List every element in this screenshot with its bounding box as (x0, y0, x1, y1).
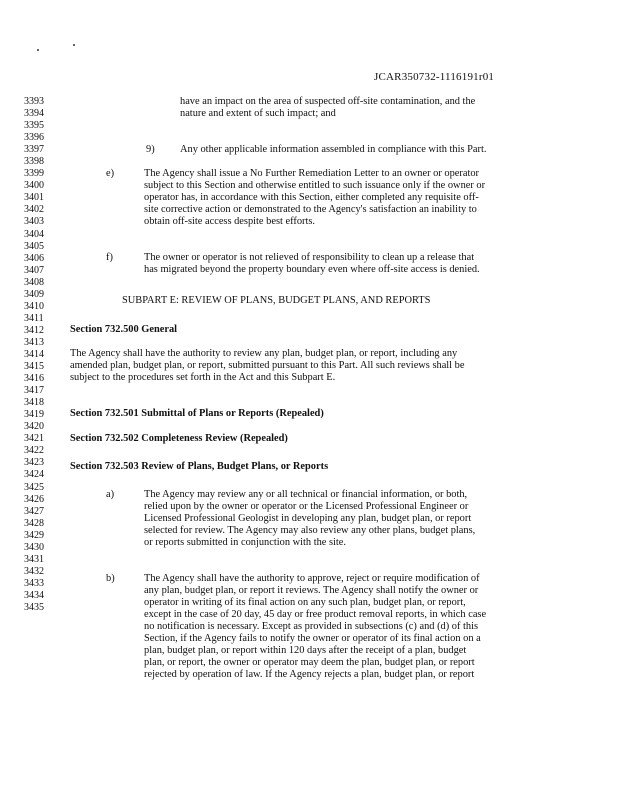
line-number: 3405 (24, 240, 44, 252)
line-number: 3431 (24, 553, 44, 565)
item-b-line: except in the case of 20 day, 45 day or free product removal reports, in which case (144, 609, 487, 620)
scan-speck (37, 49, 39, 51)
subpart-title: SUBPART E: REVIEW OF PLANS, BUDGET PLANS, AND REPORTS (122, 295, 431, 306)
line-number: 3427 (24, 505, 44, 517)
item-e-line: subject to this Section and otherwise entitled to such issuance only if the owner or (144, 180, 486, 191)
line-number: 3410 (24, 300, 44, 312)
line-number: 3411 (24, 312, 44, 324)
line-number: 3420 (24, 421, 44, 433)
item-b-line: plan, or report, the owner or operator may deem the plan, budget plan, or report (144, 657, 475, 668)
line-number: 3412 (24, 324, 44, 336)
item-a-label: a) (106, 489, 115, 500)
line-number: 3414 (24, 348, 44, 360)
continuation-line: nature and extent of such impact; and (180, 108, 336, 119)
item-f-line: The owner or operator is not relieved of responsibility to clean up a release that (144, 252, 475, 263)
line-number: 3404 (24, 228, 44, 240)
item-b-line: operator in writing of its final action on any such plan, budget plan, or report, (144, 597, 466, 608)
line-number: 3435 (24, 601, 44, 613)
line-number: 3408 (24, 276, 44, 288)
line-number: 3432 (24, 565, 44, 577)
line-number: 3424 (24, 469, 44, 481)
item-9-text: Any other applicable information assembled in compliance with this Part. (180, 144, 487, 155)
section-501-heading: Section 732.501 Submittal of Plans or Reports (Repealed) (70, 408, 324, 419)
line-number: 3398 (24, 156, 44, 168)
line-number: 3406 (24, 252, 44, 264)
line-number: 3393 (24, 96, 44, 107)
item-a-line: relied upon by the owner or operator or the Licensed Professional Engineer or (144, 501, 469, 512)
line-number: 3395 (24, 120, 44, 132)
line-number: 3419 (24, 409, 44, 421)
item-b-line: any plan, budget plan, or report it reviews. The Agency shall notify the owner or (144, 585, 479, 596)
line-number: 3401 (24, 192, 44, 204)
line-number: 3428 (24, 517, 44, 529)
line-number: 3415 (24, 361, 44, 373)
line-number: 3402 (24, 204, 44, 216)
document-id: JCAR350732-1116191r01 (374, 71, 495, 83)
line-number: 3430 (24, 541, 44, 553)
section-500-line: amended plan, budget plan, or report, submitted pursuant to this Part. All such reviews shall be (70, 360, 465, 371)
item-e-label: e) (106, 168, 115, 179)
section-500-line: subject to the procedures set forth in the Act and this Subpart E. (70, 372, 336, 383)
item-b-line: Section, if the Agency fails to notify the owner or operator of its final action on a (144, 633, 481, 644)
item-e-line: operator has, in accordance with this Section, either completed any requisite off- (144, 192, 479, 203)
line-number: 3429 (24, 529, 44, 541)
item-9-label: 9) (146, 144, 155, 155)
line-number: 3394 (24, 108, 44, 120)
item-a-line: Licensed Professional Geologist in developing any plan, budget plan, or report (144, 513, 472, 524)
item-e-line: site corrective action or demonstrated to the Agency's satisfaction an inability to (144, 204, 477, 215)
line-number: 3407 (24, 264, 44, 276)
item-a-line: selected for review. The Agency may also review any other plans, budget plans, (144, 525, 476, 536)
line-number: 3413 (24, 336, 44, 348)
line-number: 3425 (24, 481, 44, 493)
line-number-column (24, 96, 60, 614)
item-f-label: f) (106, 252, 113, 263)
line-number: 3421 (24, 433, 44, 445)
item-b-line: no notification is necessary. Except as provided in subsections (c) and (d) of this (144, 621, 479, 632)
continuation-line: have an impact on the area of suspected off-site contamination, and the (180, 96, 476, 107)
line-number: 3418 (24, 397, 44, 409)
item-b-label: b) (106, 573, 115, 584)
item-a-line: The Agency may review any or all technical or financial information, or both, (144, 489, 468, 500)
line-number: 3434 (24, 589, 44, 601)
line-number: 3422 (24, 445, 44, 457)
line-number: 3417 (24, 385, 44, 397)
section-503-heading: Section 732.503 Review of Plans, Budget Plans, or Reports (70, 461, 329, 472)
line-number: 3396 (24, 132, 44, 144)
line-number: 3399 (24, 168, 44, 180)
line-number: 3409 (24, 288, 44, 300)
line-number: 3423 (24, 457, 44, 469)
item-e-line: obtain off-site access despite best efforts. (144, 216, 316, 227)
line-number: 3416 (24, 373, 44, 385)
section-500-line: The Agency shall have the authority to review any plan, budget plan, or report, including any (70, 348, 458, 359)
item-b-line: The Agency shall have the authority to approve, reject or require modification of (144, 573, 480, 584)
item-a-line: or reports submitted in conjunction with the site. (144, 537, 347, 548)
line-number: 3400 (24, 180, 44, 192)
line-number: 3397 (24, 144, 44, 156)
item-b-line: plan, budget plan, or report within 120 days after the receipt of a plan, budget (144, 645, 467, 656)
item-f-line: has migrated beyond the property boundary even where off-site access is denied. (144, 264, 480, 275)
item-e-line: The Agency shall issue a No Further Remediation Letter to an owner or operator (144, 168, 479, 179)
line-number: 3403 (24, 216, 44, 228)
line-number: 3426 (24, 493, 44, 505)
section-502-heading: Section 732.502 Completeness Review (Repealed) (70, 433, 288, 444)
scan-speck (73, 44, 75, 46)
line-number: 3433 (24, 577, 44, 589)
section-500-heading: Section 732.500 General (70, 324, 178, 335)
item-b-line: rejected by operation of law. If the Agency rejects a plan, budget plan, or report (144, 669, 475, 680)
